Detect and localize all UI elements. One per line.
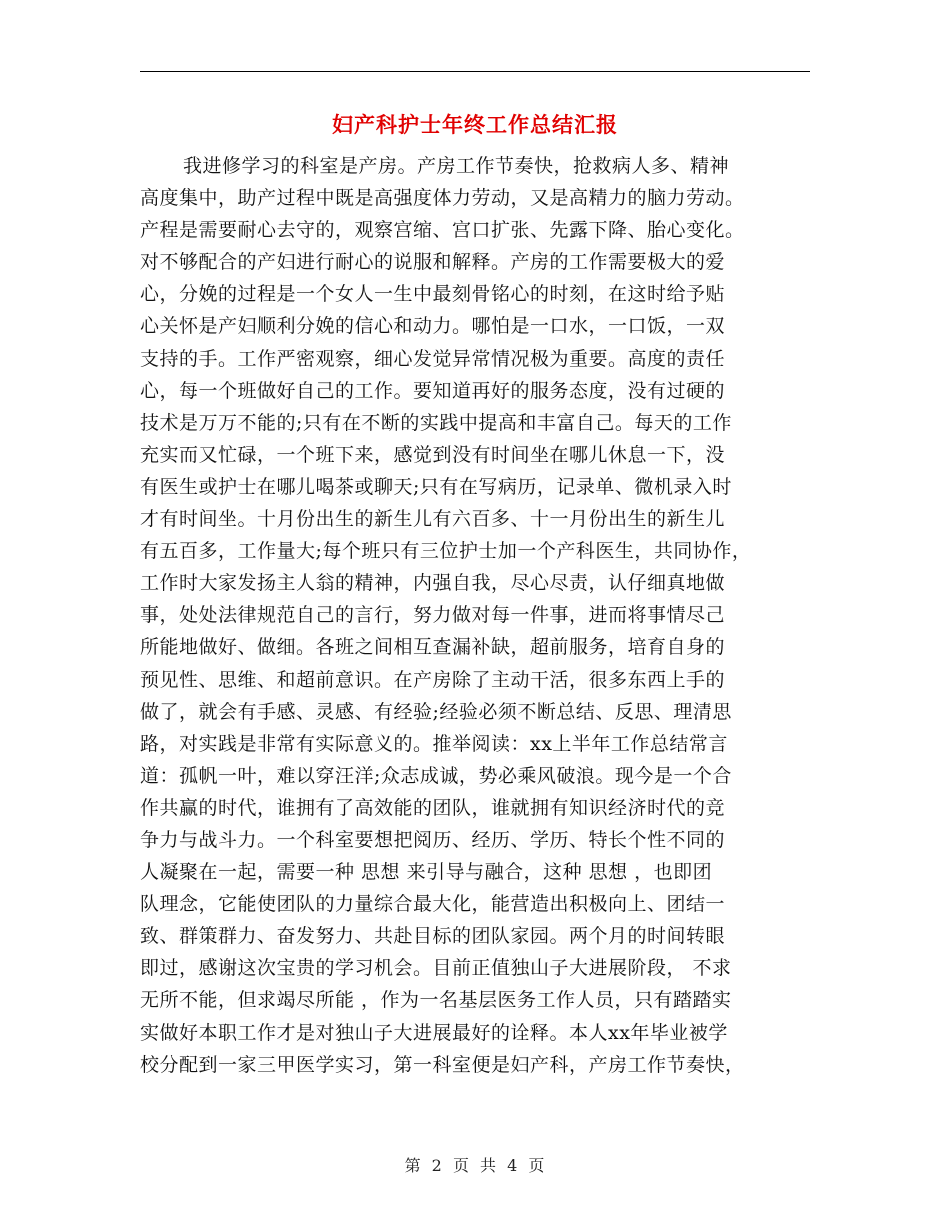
text-line: 心，每一个班做好自己的工作。要知道再好的服务态度，没有过硬的 [140, 379, 726, 402]
text-line: 支持的手。工作严密观察，细心发觉异常情况极为重要。高度的责任 [140, 347, 726, 370]
text-line: 心关怀是产妇顺利分娩的信心和动力。哪怕是一口水，一口饭，一双 [140, 315, 726, 338]
text-line: 道：孤帆一叶，难以穿汪洋;众志成诚，势必乘风破浪。现今是一个合 [140, 764, 732, 787]
text-line: 有五百多，工作量大;每个班只有三位护士加一个产科医生，共同协作， [140, 540, 752, 563]
document-title: 妇产科护士年终工作总结汇报 [332, 112, 618, 137]
text-line: 高度集中，助产过程中既是高强度体力劳动，又是高精力的脑力劳动。 [140, 187, 745, 210]
text-line: 作共赢的时代，谁拥有了高效能的团队，谁就拥有知识经济时代的竞 [140, 796, 726, 819]
text-line: 争力与战斗力。一个科室要想把阅历、经历、学历、特长个性不同的 [140, 828, 726, 851]
text-line: 技术是万万不能的;只有在不断的实践中提高和丰富自己。每天的工作 [140, 411, 732, 434]
text-line: 才有时间坐。十月份出生的新生儿有六百多、十一月份出生的新生儿 [140, 508, 726, 531]
text-line: 即过，感谢这次宝贵的学习机会。目前正值独山子大进展阶段， 不求 [140, 957, 732, 980]
text-line: 有医生或护士在哪儿喝茶或聊天;只有在写病历，记录单、微机录入时 [140, 475, 732, 498]
text-line: 队理念，它能使团队的力量综合最大化，能营造出积极向上、团结一 [140, 893, 726, 916]
text-line: 充实而又忙碌，一个班下来，感觉到没有时间坐在哪儿休息一下，没 [140, 443, 726, 466]
text-line: 产程是需要耐心去守的，观察宫缩、宫口扩张、先露下降、胎心变化。 [140, 219, 745, 242]
text-line: 实做好本职工作才是对独山子大进展最好的诠释。本人xx年毕业被学 [140, 1021, 728, 1044]
text-line: 预见性、思维、和超前意识。在产房除了主动干活，很多东西上手的 [140, 668, 726, 691]
text-line: 事，处处法律规范自己的言行，努力做对每一件事，进而将事情尽己 [140, 604, 726, 627]
text-line: 工作时大家发扬主人翁的精神，内强自我，尽心尽责，认仔细真地做 [140, 572, 726, 595]
text-line: 人凝聚在一起，需要一种 思想 来引导与融合，这种 思想 ，也即团 [140, 861, 713, 884]
text-line: 我进修学习的科室是产房。产房工作节奏快，抢救病人多、精神 [183, 155, 730, 177]
text-line: 路，对实践是非常有实际意义的。推举阅读：xx上半年工作总结常言 [140, 732, 728, 755]
page-number: 第 2 页 共 4 页 [404, 1156, 546, 1175]
header-rule [140, 71, 810, 72]
body-paragraph [140, 150, 810, 1081]
text-line: 致、群策群力、奋发努力、共赴目标的团队家园。两个月的时间转眼 [140, 925, 726, 948]
text-line: 对不够配合的产妇进行耐心的说服和解释。产房的工作需要极大的爱 [140, 251, 726, 274]
text-line: 无所不能，但求竭尽所能 ，作为一名基层医务工作人员，只有踏踏实 [140, 989, 732, 1012]
text-line: 校分配到一家三甲医学实习，第一科室便是妇产科，产房工作节奏快， [140, 1053, 745, 1076]
text-line: 所能地做好、做细。各班之间相互查漏补缺，超前服务，培育自身的 [140, 636, 726, 659]
text-line: 心，分娩的过程是一个女人一生中最刻骨铭心的时刻，在这时给予贴 [140, 283, 726, 306]
text-line: 做了，就会有手感、灵感、有经验;经验必须不断总结、反思、理清思 [140, 700, 732, 723]
